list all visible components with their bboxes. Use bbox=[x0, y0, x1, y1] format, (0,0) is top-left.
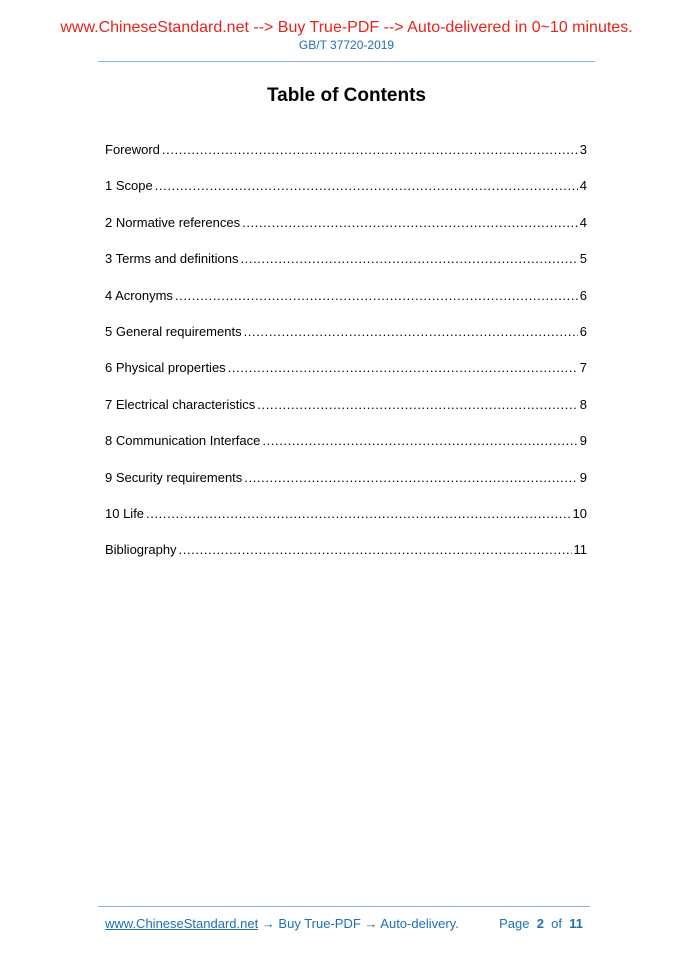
toc-dot-leader bbox=[244, 469, 577, 487]
toc-dot-leader bbox=[179, 541, 572, 559]
toc-entry-label: 6 Physical properties bbox=[105, 360, 226, 376]
footer-page-number bbox=[499, 916, 583, 931]
toc-entry-page: 3 bbox=[579, 142, 587, 157]
toc-entry-page: 10 bbox=[572, 505, 587, 521]
toc-entry-page: 6 bbox=[579, 287, 587, 303]
toc-entry-label: Bibliography bbox=[105, 542, 177, 558]
toc-entry-label: 2 Normative references bbox=[105, 214, 241, 230]
page-title: Table of Contents bbox=[266, 85, 427, 106]
toc-entry-label: 9 Security requirements bbox=[105, 469, 243, 485]
toc-entry-page: 5 bbox=[579, 251, 587, 267]
toc-dot-leader bbox=[175, 287, 578, 305]
table-of-contents bbox=[105, 141, 587, 578]
toc-entry-life[interactable] bbox=[105, 505, 587, 541]
toc-entry-security-requirements[interactable] bbox=[105, 469, 587, 505]
total-pages: 11 bbox=[569, 916, 583, 931]
toc-entry-communication-interface[interactable] bbox=[105, 432, 587, 468]
header-divider bbox=[98, 61, 595, 62]
toc-entry-acronyms[interactable] bbox=[105, 287, 587, 323]
toc-entry-label: 10 Life bbox=[105, 505, 145, 521]
toc-entry-normative-references[interactable] bbox=[105, 214, 587, 250]
of-word: of bbox=[551, 916, 563, 931]
toc-dot-leader bbox=[228, 359, 578, 377]
toc-entry-terms-and-definitions[interactable] bbox=[105, 250, 587, 286]
header-banner-link[interactable]: www.ChineseStandard.net --> Buy True-PDF --> Auto-delivered in 0~10 minutes. bbox=[60, 19, 633, 36]
toc-entry-label: 7 Electrical characteristics bbox=[105, 396, 256, 412]
toc-dot-leader bbox=[242, 214, 578, 232]
footer-divider bbox=[98, 906, 590, 907]
toc-entry-label: 8 Communication Interface bbox=[105, 433, 261, 449]
page-footer bbox=[105, 916, 587, 931]
document-code: GB/T 37720-2019 bbox=[298, 38, 395, 52]
toc-entry-page: 4 bbox=[579, 178, 587, 194]
toc-entry-label: 1 Scope bbox=[105, 178, 153, 194]
toc-dot-leader bbox=[146, 505, 570, 523]
toc-entry-label: 4 Acronyms bbox=[105, 287, 173, 303]
page-word: Page bbox=[499, 916, 530, 931]
toc-entry-label: 5 General requirements bbox=[105, 323, 242, 339]
toc-entry-foreword[interactable] bbox=[105, 141, 587, 177]
toc-dot-leader bbox=[257, 396, 577, 414]
toc-dot-leader bbox=[162, 141, 578, 159]
toc-entry-label: 3 Terms and definitions bbox=[105, 251, 239, 267]
toc-entry-page: 6 bbox=[579, 323, 587, 339]
toc-dot-leader bbox=[244, 323, 578, 341]
toc-entry-bibliography[interactable] bbox=[105, 541, 587, 577]
toc-entry-page: 4 bbox=[579, 214, 587, 230]
toc-entry-page: 9 bbox=[579, 469, 587, 485]
toc-entry-page: 9 bbox=[579, 433, 587, 449]
toc-dot-leader bbox=[262, 432, 577, 450]
toc-entry-page: 8 bbox=[579, 396, 587, 412]
toc-entry-page: 7 bbox=[579, 360, 587, 376]
current-page: 2 bbox=[536, 916, 544, 931]
toc-dot-leader bbox=[240, 250, 577, 268]
toc-entry-scope[interactable] bbox=[105, 177, 587, 213]
toc-dot-leader bbox=[155, 177, 578, 195]
footer-site-link[interactable]: www.ChineseStandard.net bbox=[105, 916, 259, 931]
toc-entry-electrical-characteristics[interactable] bbox=[105, 396, 587, 432]
toc-entry-general-requirements[interactable] bbox=[105, 323, 587, 359]
toc-entry-page: 11 bbox=[573, 542, 587, 558]
footer-trail-text: → Buy True-PDF → Auto-delivery. bbox=[258, 916, 459, 931]
toc-entry-label: Foreword bbox=[105, 142, 160, 157]
toc-entry-physical-properties[interactable] bbox=[105, 359, 587, 395]
